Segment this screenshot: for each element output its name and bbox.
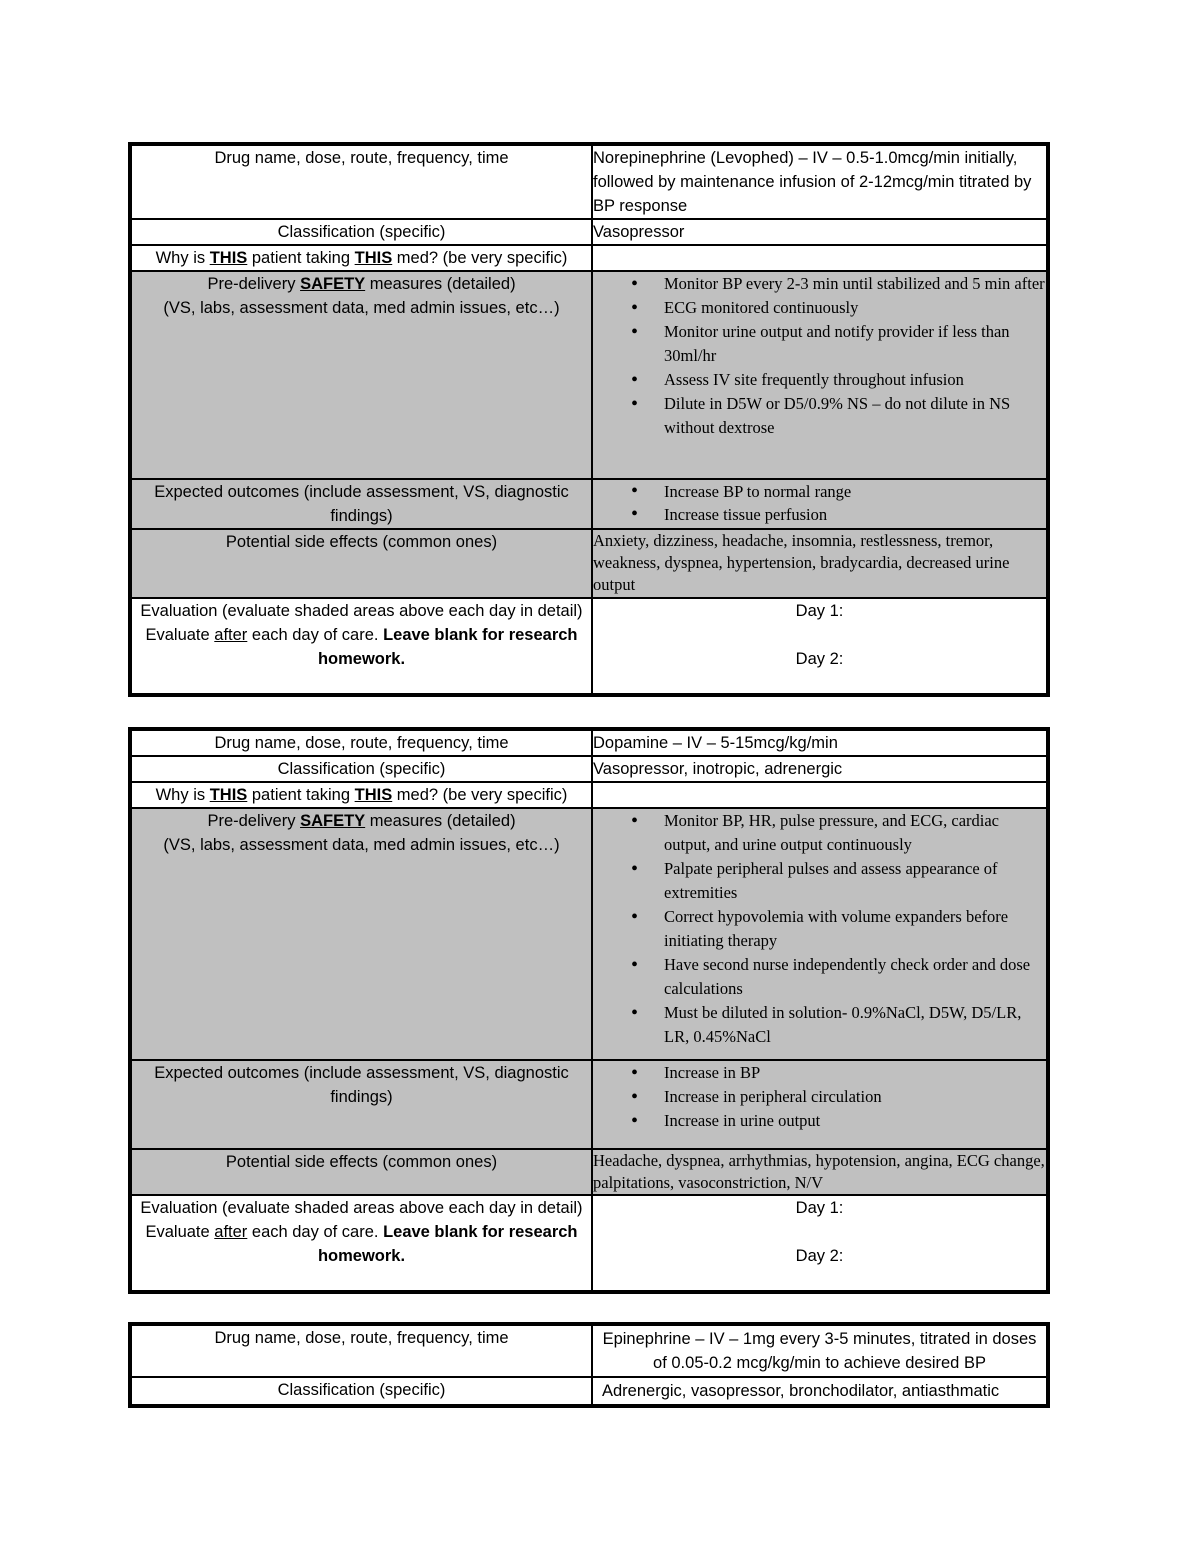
row-classification <box>130 1377 1048 1406</box>
row-evaluation <box>130 1195 1048 1292</box>
value-classification: Adrenergic, vasopressor, bronchodilator, antiasthmatic <box>592 1377 1048 1406</box>
value-safety <box>592 271 1048 479</box>
outcomes-list <box>593 1061 1046 1133</box>
list-item: • Palpate peripheral pulses and assess appearance of extremities <box>664 857 1046 905</box>
list-item: • Increase in BP <box>664 1061 1046 1085</box>
label-side-effects: Potential side effects (common ones) <box>130 1149 592 1195</box>
label-classification: Classification (specific) <box>130 219 592 245</box>
label-evaluation: Evaluation (evaluate shaded areas above each day in detail) Evaluate after each day of care. Leave blank for research homework. <box>130 598 592 695</box>
list-item: • Must be diluted in solution- 0.9%NaCl, D5W, D5/LR, LR, 0.45%NaCl <box>664 1001 1046 1049</box>
row-drug-name <box>130 144 1048 219</box>
day1-label: Day 1: <box>795 602 844 620</box>
value-expected <box>592 479 1048 529</box>
value-evaluation <box>592 1195 1048 1292</box>
list-item: • Monitor urine output and notify provider if less than 30ml/hr <box>664 320 1046 368</box>
value-side-effects: Headache, dyspnea, arrhythmias, hypotension, angina, ECG change, palpitations, vasoconstriction, N/V <box>592 1149 1048 1195</box>
list-item: • Have second nurse independently check order and dose calculations <box>664 953 1046 1001</box>
row-why <box>130 245 1048 271</box>
label-evaluation: Evaluation (evaluate shaded areas above each day in detail) Evaluate after each day of care. Leave blank for research homework. <box>130 1195 592 1292</box>
value-expected <box>592 1060 1048 1149</box>
label-drug-name: Drug name, dose, route, frequency, time <box>130 729 592 756</box>
drug-card-dopamine <box>128 727 1050 1294</box>
list-item: • Increase in peripheral circulation <box>664 1085 1046 1109</box>
list-item: • Assess IV site frequently throughout infusion <box>664 368 1046 392</box>
outcomes-list <box>593 480 1046 526</box>
list-item: • Increase tissue perfusion <box>664 503 1046 526</box>
row-classification <box>130 219 1048 245</box>
row-drug-name <box>130 729 1048 756</box>
value-evaluation <box>592 598 1048 695</box>
label-drug-name: Drug name, dose, route, frequency, time <box>130 144 592 219</box>
label-side-effects: Potential side effects (common ones) <box>130 529 592 598</box>
label-safety: Pre-delivery SAFETY measures (detailed) (VS, labs, assessment data, med admin issues, etc…) <box>130 808 592 1060</box>
safety-list <box>593 809 1046 1049</box>
list-item: • ECG monitored continuously <box>664 296 1046 320</box>
drug-card-norepinephrine <box>128 142 1050 697</box>
safety-list <box>593 272 1046 440</box>
label-expected: Expected outcomes (include assessment, VS, diagnostic findings) <box>130 479 592 529</box>
row-why <box>130 782 1048 808</box>
day1-label: Day 1: <box>795 1199 844 1217</box>
value-drug-name: Dopamine – IV – 5-15mcg/kg/min <box>592 729 1048 756</box>
list-item: • Dilute in D5W or D5/0.9% NS – do not dilute in NS without dextrose <box>664 392 1046 440</box>
label-classification: Classification (specific) <box>130 1377 592 1406</box>
label-safety: Pre-delivery SAFETY measures (detailed) (VS, labs, assessment data, med admin issues, etc…) <box>130 271 592 479</box>
label-why: Why is THIS patient taking THIS med? (be very specific) <box>130 245 592 271</box>
row-safety <box>130 808 1048 1060</box>
day2-label: Day 2: <box>795 1247 844 1265</box>
row-side-effects <box>130 529 1048 598</box>
list-item: • Increase BP to normal range <box>664 480 1046 503</box>
value-side-effects: Anxiety, dizziness, headache, insomnia, restlessness, tremor, weakness, dyspnea, hypertension, bradycardia, decreased urine output <box>592 529 1048 598</box>
row-expected <box>130 1060 1048 1149</box>
value-drug-name: Epinephrine – IV – 1mg every 3-5 minutes, titrated in doses of 0.05-0.2 mcg/kg/min to achieve desired BP <box>592 1324 1048 1377</box>
list-item: • Increase in urine output <box>664 1109 1046 1133</box>
label-why: Why is THIS patient taking THIS med? (be very specific) <box>130 782 592 808</box>
row-classification <box>130 756 1048 782</box>
value-why <box>592 245 1048 271</box>
label-drug-name: Drug name, dose, route, frequency, time <box>130 1324 592 1377</box>
row-side-effects <box>130 1149 1048 1195</box>
value-drug-name: Norepinephrine (Levophed) – IV – 0.5-1.0mcg/min initially, followed by maintenance infusion of 2-12mcg/min titrated by BP response <box>592 144 1048 219</box>
row-safety <box>130 271 1048 479</box>
row-expected <box>130 479 1048 529</box>
value-why <box>592 782 1048 808</box>
row-drug-name <box>130 1324 1048 1377</box>
list-item: • Monitor BP every 2-3 min until stabilized and 5 min after <box>664 272 1046 296</box>
row-evaluation <box>130 598 1048 695</box>
value-safety <box>592 808 1048 1060</box>
list-item: • Monitor BP, HR, pulse pressure, and ECG, cardiac output, and urine output continuously <box>664 809 1046 857</box>
list-item: • Correct hypovolemia with volume expanders before initiating therapy <box>664 905 1046 953</box>
value-classification: Vasopressor <box>592 219 1048 245</box>
drug-card-epinephrine <box>128 1322 1050 1408</box>
label-classification: Classification (specific) <box>130 756 592 782</box>
label-expected: Expected outcomes (include assessment, VS, diagnostic findings) <box>130 1060 592 1149</box>
day2-label: Day 2: <box>795 650 844 668</box>
value-classification: Vasopressor, inotropic, adrenergic <box>592 756 1048 782</box>
